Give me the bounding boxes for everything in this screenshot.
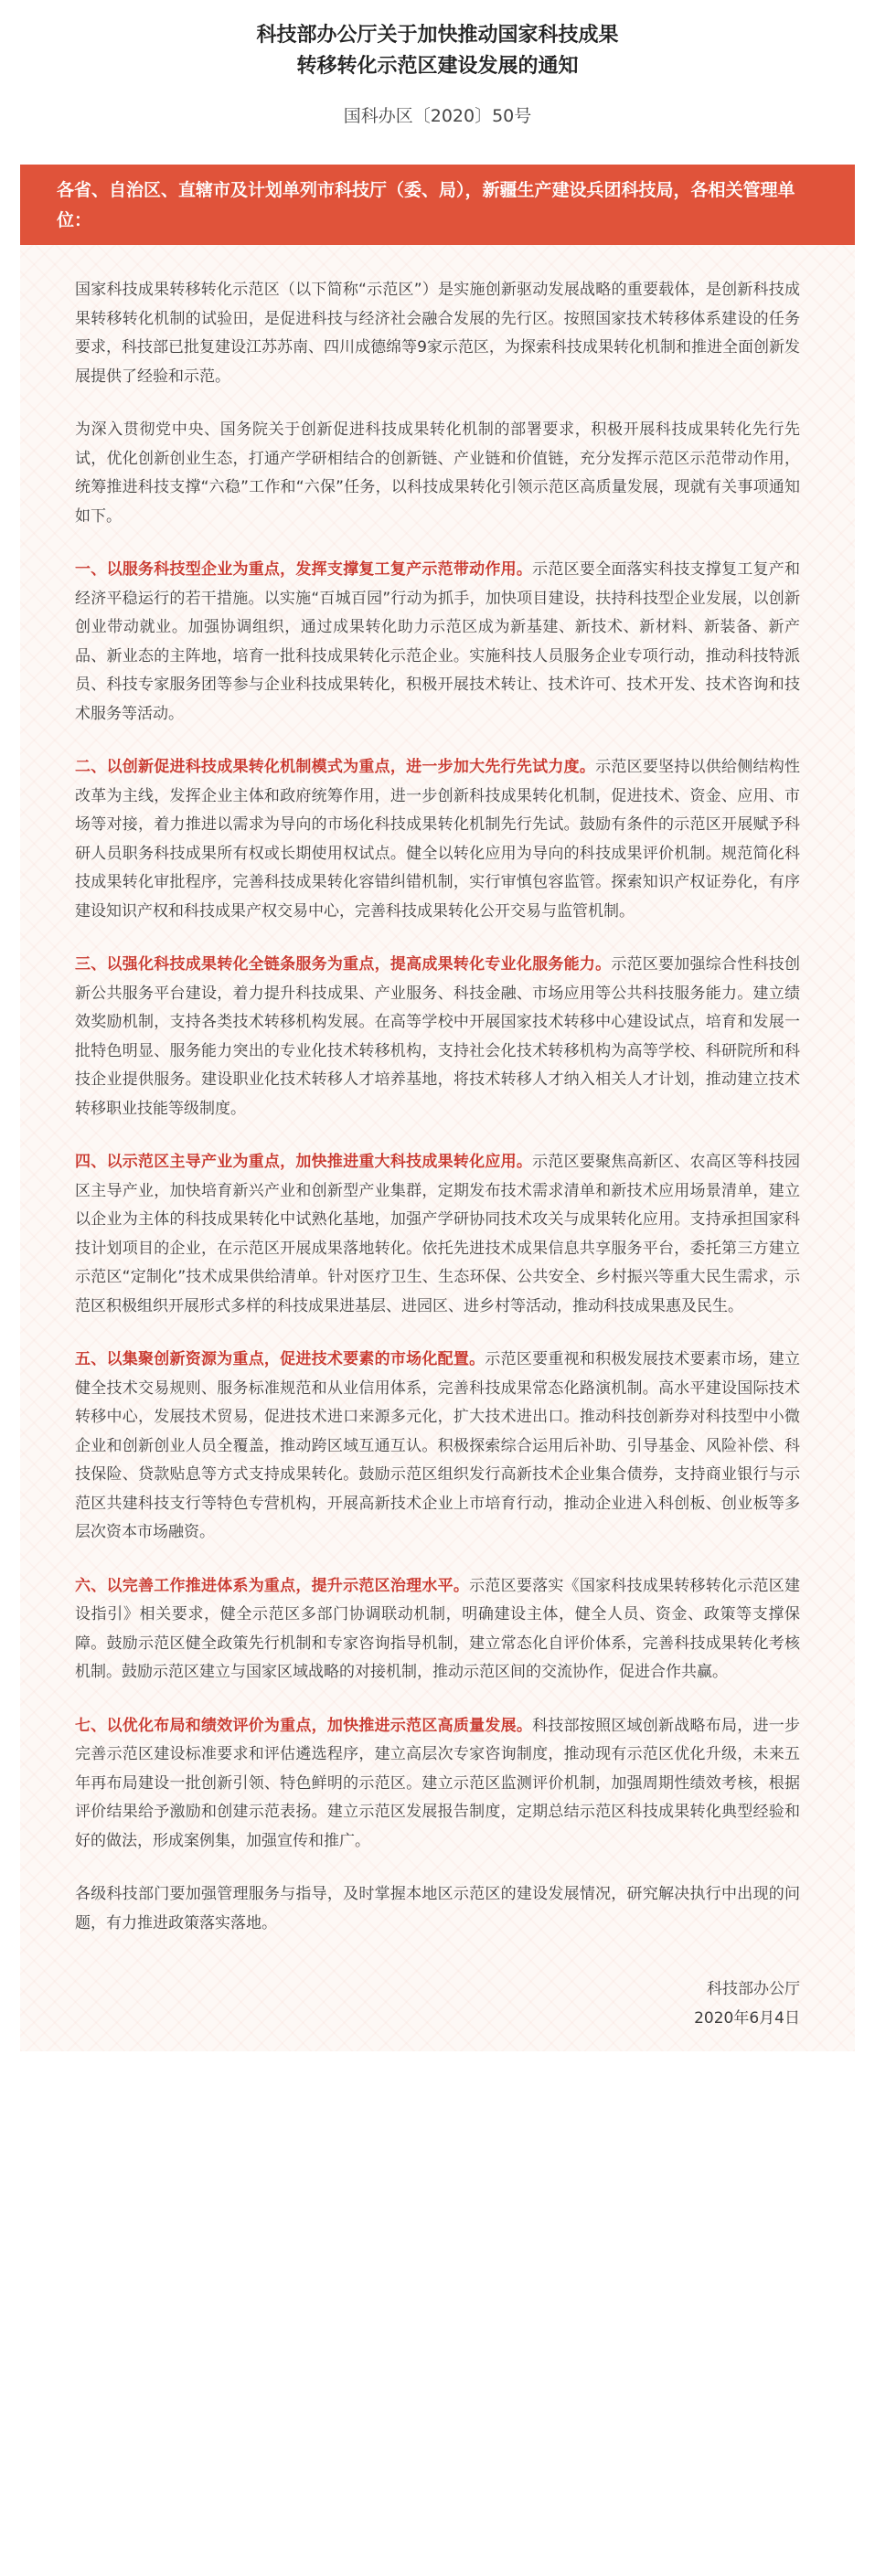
- section-7: [75, 1712, 800, 1857]
- title-line-1: 科技部办公厅关于加快推动国家科技成果: [256, 24, 619, 47]
- issuing-office: 科技部办公厅: [707, 1980, 800, 1998]
- title-line-2: 转移转化示范区建设发展的通知: [296, 55, 579, 78]
- section-7-text: 科技部按照区域创新战略布局，进一步完善示范区建设标准要求和评估遴选程序，建立高层次专家咨询制度，推动现有示范区优化升级，未来五年再布局建设一批创新引领、特色鲜明的示范区。建立示范区监测评价机制，加强周期性绩效考核，根据评价结果给予激励和创建示范表扬。建立示范区发展报告制度，定期总结示范区科技成果转化典型经验和好的做法，形成案例集，加强宣传和推广。: [75, 1716, 801, 1850]
- section-3-title: 三、以强化科技成果转化全链条服务为重点，提高成果转化专业化服务能力。: [75, 955, 612, 974]
- document-header: [0, 0, 875, 130]
- issue-date: 2020年6月4日: [694, 2009, 800, 2028]
- signature-block: [75, 1975, 800, 2033]
- section-3: [75, 951, 800, 1123]
- section-6-title: 六、以完善工作推进体系为重点，提升示范区治理水平。: [75, 1576, 470, 1595]
- intro-paragraph-2: 为深入贯彻党中央、国务院关于创新促进科技成果转化机制的部署要求，积极开展科技成果转化先行先试，优化创新创业生态，打通产学研相结合的创新链、产业链和价值链，充分发挥示范区示范带动作用，统筹推进科技支撑“六稳”工作和“六保”任务，以科技成果转化引领示范区高质量发展，现就有关事项通知如下。: [75, 420, 800, 526]
- intro-paragraph-1: 国家科技成果转移转化示范区（以下简称“示范区”）是实施创新驱动发展战略的重要载体，是创新科技成果转移转化机制的试验田，是促进科技与经济社会融合发展的先行区。按照国家技术转移体系建设的任务要求，科技部已批复建设江苏苏南、四川成德绵等9家示范区，为探索科技成果转化机制和推进全面创新发展提供了经验和示范。: [75, 281, 800, 386]
- section-4-title: 四、以示范区主导产业为重点，加快推进重大科技成果转化应用。: [75, 1153, 533, 1171]
- closing-paragraph: 各级科技部门要加强管理服务与指导，及时掌握本地区示范区的建设发展情况，研究解决执行中出现的问题，有力推进政策落实落地。: [75, 1885, 800, 1932]
- section-6-text: 示范区要落实《国家科技成果转移转化示范区建设指引》相关要求，健全示范区多部门协调联动机制，明确建设主体，健全人员、资金、政策等支撑保障。鼓励示范区健全政策先行机制和专家咨询指导机制，建立常态化自评价体系，完善科技成果转化考核机制。鼓励示范区建立与国家区域战略的对接机制，推动示范区间的交流协作，促进合作共赢。: [75, 1576, 801, 1681]
- section-4-text: 示范区要聚焦高新区、农高区等科技园区主导产业，加快培育新兴产业和创新型产业集群，定期发布技术需求清单和新技术应用场景清单，建立以企业为主体的科技成果转化中试熟化基地，加强产学研协同技术攻关与成果转化应用。支持承担国家科技计划项目的企业，在示范区开展成果落地转化。依托先进技术成果信息共享服务平台，委托第三方建立示范区“定制化”技术成果供给清单。针对医疗卫生、生态环保、公共安全、乡村振兴等重大民生需求，示范区积极组织开展形式多样的科技成果进基层、进园区、进乡村等活动，推动科技成果惠及民生。: [75, 1153, 801, 1315]
- section-3-text: 示范区要加强综合性科技创新公共服务平台建设，着力提升科技成果、产业服务、科技金融、市场应用等公共科技服务能力。建立绩效奖励机制，支持各类技术转移机构发展。在高等学校中开展国家技术转移中心建设试点，培育和发展一批特色明显、服务能力突出的专业化技术转移机构，支持社会化技术转移机构为高等学校、科研院所和科技企业提供服务。建设职业化技术转移人才培养基地，将技术转移人才纳入相关人才计划，推动建立技术转移职业技能等级制度。: [75, 955, 801, 1118]
- section-4: [75, 1148, 800, 1321]
- section-2: [75, 753, 800, 926]
- section-1-text: 示范区要全面落实科技支撑复工复产和经济平稳运行的若干措施。以实施“百城百园”行动为抓手，加快项目建设，扶持科技型企业发展，以创新创业带动就业。加强协调组织，通过成果转化助力示范区成为新基建、新技术、新材料、新装备、新产品、新业态的主阵地，培育一批科技成果转化示范企业。实施科技人员服务企业专项行动，推动科技特派员、科技专家服务团等参与企业科技成果转化，积极开展技术转让、技术许可、技术开发、技术咨询和技术服务等活动。: [75, 560, 801, 723]
- section-1-title: 一、以服务科技型企业为重点，发挥支撑复工复产示范带动作用。: [75, 560, 533, 579]
- document-body: [20, 245, 855, 2051]
- addressee-banner: 各省、自治区、直辖市及计划单列市科技厅（委、局），新疆生产建设兵团科技局，各相关管理单位：: [20, 165, 855, 245]
- section-5: [75, 1346, 800, 1548]
- section-2-title: 二、以创新促进科技成果转化机制模式为重点，进一步加大先行先试力度。: [75, 758, 596, 776]
- section-1: [75, 556, 800, 729]
- document-number: 国科办区〔2020〕50号: [343, 106, 532, 126]
- section-7-title: 七、以优化布局和绩效评价为重点，加快推进示范区高质量发展。: [75, 1716, 533, 1735]
- section-5-text: 示范区要重视和积极发展技术要素市场，建立健全技术交易规则、服务标准规范和从业信用体系，完善科技成果常态化路演机制。高水平建设国际技术转移中心，发展技术贸易，促进技术进口来源多元化，扩大技术进出口。推动科技创新券对科技型中小微企业和创新创业人员全覆盖，推动跨区域互通互认。积极探索综合运用后补助、引导基金、风险补偿、科技保险、贷款贴息等方式支持成果转化。鼓励示范区组织发行高新技术企业集合债券，支持商业银行与示范区共建科技支行等特色专营机构，开展高新技术企业上市培育行动，推动企业进入科创板、创业板等多层次资本市场融资。: [75, 1350, 801, 1541]
- section-2-text: 示范区要坚持以供给侧结构性改革为主线，发挥企业主体和政府统筹作用，进一步创新科技成果转化机制，促进技术、资金、应用、市场等对接，着力推进以需求为导向的市场化科技成果转化机制先行先试。鼓励有条件的示范区开展赋予科研人员职务科技成果所有权或长期使用权试点。健全以转化应用为导向的科技成果评价机制。规范简化科技成果转化审批程序，完善科技成果转化容错纠错机制，实行审慎包容监管。探索知识产权证券化，有序建设知识产权和科技成果产权交易中心，完善科技成果转化公开交易与监管机制。: [75, 758, 801, 921]
- section-6: [75, 1572, 800, 1687]
- section-5-title: 五、以集聚创新资源为重点，促进技术要素的市场化配置。: [75, 1350, 486, 1368]
